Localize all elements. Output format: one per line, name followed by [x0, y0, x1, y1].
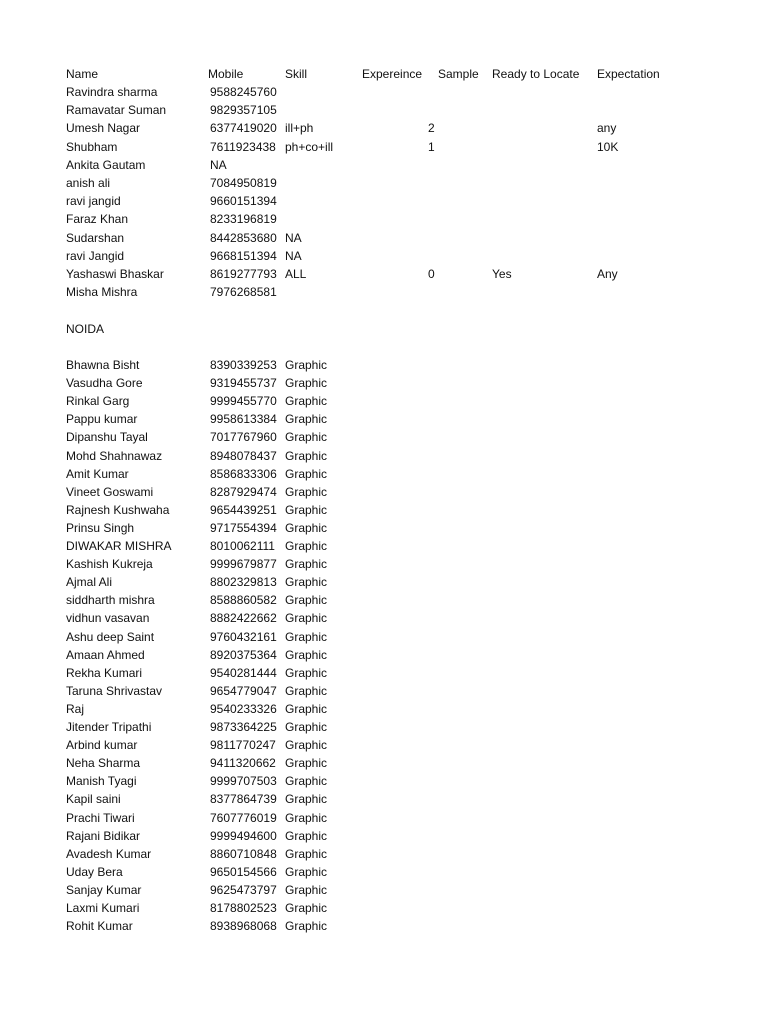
cell-skill: ALL — [285, 267, 307, 281]
cell-name: Rajani Bidikar — [66, 828, 141, 843]
table-row — [0, 265, 768, 283]
cell-name: Faraz Khan — [66, 212, 129, 227]
cell-name: Raj — [66, 701, 85, 716]
table-row — [0, 447, 768, 465]
cell-name: Misha Mishra — [66, 285, 138, 300]
header-ready-to-locate: Ready to Locate — [492, 67, 580, 81]
cell-name: Rohit Kumar — [66, 919, 133, 934]
table-row — [0, 229, 768, 247]
table-row — [0, 555, 768, 573]
table-row — [0, 374, 768, 392]
cell-mobile: 8802329813 — [210, 575, 277, 590]
table-row — [0, 845, 768, 863]
cell-name: Dipanshu Tayal — [66, 430, 148, 445]
cell-sample: 0 — [428, 267, 435, 281]
cell-skill: Graphic — [285, 864, 328, 879]
cell-name: Taruna Shrivastav — [66, 683, 163, 698]
cell-name: Rekha Kumari — [66, 665, 143, 680]
table-row — [0, 501, 768, 519]
cell-name: Ashu deep Saint — [66, 629, 155, 644]
table-row — [0, 210, 768, 228]
header-skill: Skill — [285, 67, 308, 81]
cell-skill: NA — [285, 230, 302, 245]
table-row — [0, 465, 768, 483]
cell-mobile: 9411320662 — [210, 756, 276, 771]
cell-mobile: NA — [210, 157, 227, 172]
cell-name: vidhun vasavan — [66, 611, 150, 626]
table-row — [0, 192, 768, 210]
cell-mobile: 8938968068 — [210, 919, 277, 934]
section-label: NOIDA — [66, 322, 105, 336]
table-row — [0, 682, 768, 700]
table-row — [0, 83, 768, 101]
cell-mobile: 9829357105 — [210, 103, 277, 118]
cell-mobile: 7017767960 — [210, 430, 277, 445]
cell-skill: Graphic — [285, 720, 328, 734]
cell-name: Jitender Tripathi — [66, 720, 152, 734]
cell-skill: NA — [285, 248, 302, 263]
cell-skill: Graphic — [285, 520, 328, 535]
table-row — [0, 809, 768, 827]
table-row — [0, 138, 768, 156]
header-experience: Expereince — [362, 67, 423, 81]
cell-mobile: 9654439251 — [210, 502, 277, 517]
header-name: Name — [66, 67, 99, 81]
table-row — [0, 646, 768, 664]
table-row — [0, 700, 768, 718]
cell-name: Vasudha Gore — [66, 376, 143, 391]
cell-mobile: 7607776019 — [210, 810, 277, 825]
cell-name: Prinsu Singh — [66, 520, 135, 535]
cell-skill: Graphic — [285, 665, 328, 680]
cell-mobile: 8377864739 — [210, 792, 277, 807]
section-label-row — [0, 320, 768, 338]
header-sample: Sample — [438, 67, 479, 81]
cell-skill: Graphic — [285, 539, 328, 553]
cell-name: Prachi Tiwari — [66, 810, 135, 825]
cell-mobile: 8882422662 — [210, 611, 277, 626]
table-row — [0, 736, 768, 754]
header-expectation: Expectation — [597, 67, 660, 81]
header-mobile: Mobile — [208, 67, 244, 81]
cell-mobile: 6377419020 — [210, 121, 277, 136]
table-row — [0, 772, 768, 790]
header-row — [0, 65, 768, 83]
cell-name: Manish Tyagi — [66, 774, 137, 789]
cell-name: Pappu kumar — [66, 412, 138, 427]
cell-name: Ravindra sharma — [66, 85, 158, 99]
cell-mobile: 9999494600 — [210, 828, 277, 843]
cell-mobile: 8010062111 — [210, 539, 275, 553]
cell-ready-to-locate: Yes — [492, 267, 512, 281]
cell-skill: Graphic — [285, 484, 328, 499]
cell-mobile: 8860710848 — [210, 846, 277, 861]
cell-skill: Graphic — [285, 557, 328, 572]
cell-name: ravi jangid — [66, 194, 121, 209]
table-row — [0, 790, 768, 808]
table-row — [0, 609, 768, 627]
cell-skill: Graphic — [285, 774, 328, 789]
cell-skill: Graphic — [285, 430, 328, 445]
cell-name: anish ali — [66, 176, 111, 190]
cell-name: Kashish Kukreja — [66, 557, 153, 572]
cell-mobile: 9654779047 — [210, 683, 277, 698]
cell-skill: Graphic — [285, 756, 328, 771]
cell-skill: Graphic — [285, 901, 328, 915]
cell-name: Sanjay Kumar — [66, 882, 142, 897]
cell-skill: Graphic — [285, 611, 328, 626]
cell-skill: Graphic — [285, 919, 328, 934]
cell-name: Ajmal Ali — [66, 575, 113, 590]
table-row — [0, 283, 768, 301]
cell-skill: Graphic — [285, 376, 328, 391]
cell-skill: Graphic — [285, 647, 328, 662]
cell-mobile: 8442853680 — [210, 230, 277, 245]
cell-mobile: 8586833306 — [210, 466, 277, 481]
cell-name: DIWAKAR MISHRA — [66, 539, 172, 553]
table-row — [0, 537, 768, 555]
cell-mobile: 7084950819 — [210, 176, 277, 190]
cell-skill: Graphic — [285, 828, 328, 843]
cell-mobile: 9873364225 — [210, 720, 277, 734]
cell-skill: Graphic — [285, 448, 328, 463]
cell-expectation: Any — [597, 267, 618, 281]
cell-name: Avadesh Kumar — [66, 846, 152, 861]
table-row — [0, 174, 768, 192]
table-row — [0, 917, 768, 935]
cell-name: Shubham — [66, 139, 118, 154]
cell-name: Neha Sharma — [66, 756, 141, 771]
table-row — [0, 392, 768, 410]
cell-skill: Graphic — [285, 358, 328, 372]
cell-name: Kapil saini — [66, 792, 121, 807]
cell-skill: Graphic — [285, 701, 328, 716]
cell-mobile: 9668151394 — [210, 248, 277, 263]
cell-expectation: any — [597, 121, 617, 136]
cell-name: Sudarshan — [66, 230, 125, 245]
cell-sample: 1 — [428, 139, 435, 154]
cell-mobile: 9660151394 — [210, 194, 277, 209]
cell-mobile: 9717554394 — [210, 520, 277, 535]
cell-mobile: 8287929474 — [210, 484, 277, 499]
table-row — [0, 101, 768, 119]
cell-mobile: 9540281444 — [210, 665, 277, 680]
cell-name: Rajnesh Kushwaha — [66, 502, 170, 517]
cell-skill: Graphic — [285, 394, 328, 409]
table-row — [0, 628, 768, 646]
cell-name: ravi Jangid — [66, 248, 125, 263]
cell-skill: Graphic — [285, 683, 328, 698]
cell-skill: Graphic — [285, 593, 328, 608]
cell-skill: Graphic — [285, 629, 328, 644]
table-row — [0, 119, 768, 137]
cell-name: Mohd Shahnawaz — [66, 448, 163, 463]
cell-name: Uday Bera — [66, 864, 123, 879]
table-row — [0, 519, 768, 537]
cell-mobile: 8178802523 — [210, 901, 277, 915]
table-row — [0, 718, 768, 736]
cell-mobile: 9958613384 — [210, 412, 277, 427]
cell-mobile: 9999707503 — [210, 774, 277, 789]
cell-name: Ramavatar Suman — [66, 103, 167, 118]
cell-skill: Graphic — [285, 412, 328, 427]
cell-mobile: 9588245760 — [210, 85, 277, 99]
table-row — [0, 428, 768, 446]
cell-name: Rinkal Garg — [66, 394, 130, 409]
table-row — [0, 863, 768, 881]
table-row — [0, 827, 768, 845]
table-row — [0, 573, 768, 591]
table-row — [0, 410, 768, 428]
cell-mobile: 9999679877 — [210, 557, 277, 572]
cell-skill: Graphic — [285, 575, 328, 590]
table-row — [0, 591, 768, 609]
cell-skill: ph+co+ill — [285, 139, 334, 154]
cell-name: Amit Kumar — [66, 466, 129, 481]
cell-name: Laxmi Kumari — [66, 901, 140, 915]
cell-mobile: 9319455737 — [210, 376, 277, 391]
cell-mobile: 8619277793 — [210, 267, 277, 281]
table-row — [0, 754, 768, 772]
table-row — [0, 881, 768, 899]
cell-skill: ill+ph — [285, 121, 314, 136]
cell-name: Ankita Gautam — [66, 157, 146, 172]
table-row — [0, 899, 768, 917]
cell-mobile: 9625473797 — [210, 882, 277, 897]
cell-mobile: 9650154566 — [210, 864, 277, 879]
cell-mobile: 9811770247 — [210, 738, 276, 753]
cell-skill: Graphic — [285, 846, 328, 861]
cell-name: Amaan Ahmed — [66, 647, 145, 662]
cell-mobile: 7611923438 — [210, 139, 276, 154]
table-row — [0, 483, 768, 501]
table-row — [0, 247, 768, 265]
cell-mobile: 8390339253 — [210, 358, 277, 372]
table-row — [0, 356, 768, 374]
cell-name: siddharth mishra — [66, 593, 155, 608]
cell-expectation: 10K — [597, 139, 619, 154]
cell-skill: Graphic — [285, 792, 328, 807]
cell-mobile: 9760432161 — [210, 629, 277, 644]
cell-mobile: 9540233326 — [210, 701, 277, 716]
table-row — [0, 156, 768, 174]
cell-skill: Graphic — [285, 882, 328, 897]
cell-skill: Graphic — [285, 810, 328, 825]
cell-mobile: 9999455770 — [210, 394, 277, 409]
cell-mobile: 7976268581 — [210, 285, 277, 300]
cell-name: Vineet Goswami — [66, 484, 154, 499]
cell-mobile: 8588860582 — [210, 593, 277, 608]
cell-sample: 2 — [428, 121, 435, 136]
cell-mobile: 8948078437 — [210, 448, 277, 463]
cell-skill: Graphic — [285, 466, 328, 481]
cell-skill: Graphic — [285, 502, 328, 517]
cell-mobile: 8920375364 — [210, 647, 277, 662]
cell-mobile: 8233196819 — [210, 212, 277, 227]
table-row — [0, 664, 768, 682]
cell-skill: Graphic — [285, 738, 328, 753]
cell-name: Arbind kumar — [66, 738, 138, 753]
cell-name: Yashaswi Bhaskar — [66, 267, 164, 281]
cell-name: Umesh Nagar — [66, 121, 141, 136]
cell-name: Bhawna Bisht — [66, 358, 140, 372]
